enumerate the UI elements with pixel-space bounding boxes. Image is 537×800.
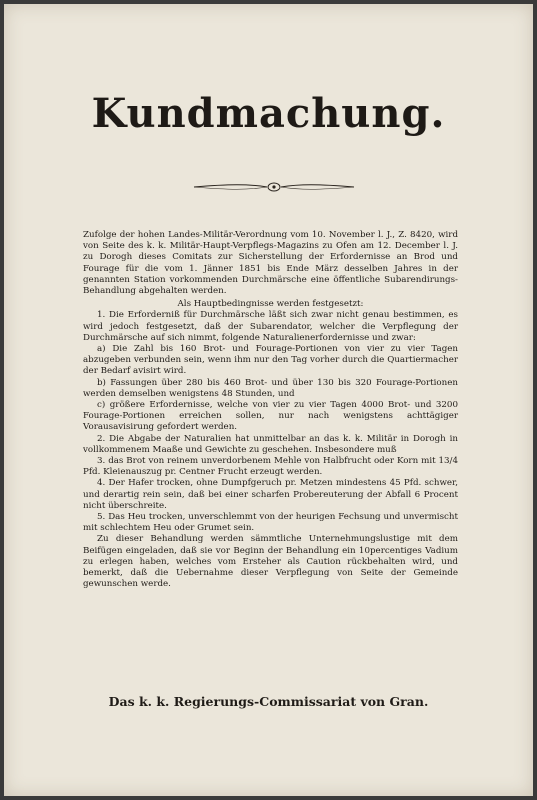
condition-1c: c) größere Erfordernisse, welche von vier zu vier Tagen 4000 Brot- und 3200 Fourage-Portionen erreichen sollen, nur nach wenigstens achttägiger Vorausavisirung gefordert werden. bbox=[83, 400, 458, 433]
condition-1b: b) Fassungen über 280 bis 460 Brot- und über 130 bis 320 Fourage-Portionen werden demselben wenigstens 48 Stunden, und bbox=[83, 377, 458, 399]
conditions-heading: Als Hauptbedingnisse werden festgesetzt: bbox=[177, 299, 364, 310]
condition-5: 5. Das Heu trocken, unverschlemmt von der heurigen Fechsung und unvermischt mit schlechtem Heu oder Grumet sein. bbox=[83, 512, 458, 534]
notice-body bbox=[83, 230, 458, 591]
condition-1a: a) Die Zahl bis 160 Brot- und Fourage-Portionen von vier zu vier Tagen abzugeben verbunden sein, wenn ihm nur den Tag vorher durch die Quartiermacher der Bedarf avisirt wird. bbox=[83, 344, 458, 377]
condition-4: 4. Der Hafer trocken, ohne Dumpfgeruch pr. Metzen mindestens 45 Pfd. schwer, und derartig rein sein, daß bei einer scharfen Probereuterung der Abfall 6 Procent nicht überschreite. bbox=[83, 478, 458, 511]
intro-paragraph: Zufolge der hohen Landes-Militär-Verordnung vom 10. November l. J., Z. 8420, wird von Seite des k. k. Militär-Haupt-Verpflegs-Magazins zu Ofen am 12. December l. J. zu Dorogh dieses Comitats zur Sicherstellung der Erfordernisse an Brod und Fourage für die vom 1. Jänner 1851 bis Ende März desselben Jahres in der genannten Station vorkommenden Durchmärsche eine öffentliche Subarendirungs-Behandlung abgehalten werden. bbox=[83, 230, 458, 297]
invitation-paragraph: Zu dieser Behandlung werden sämmtliche Unternehmungslustige mit dem Beifügen eingeladen, daß sie vor Beginn der Behandlung ein 10percentiges Vadium zu erlegen haben, welches vom Ersteher als Caution rückbehalten wird, und bemerkt, daß die Uebernahme dieser Verpflegung von Seite der Gemeinde gewunschen werde. bbox=[83, 534, 458, 590]
condition-3: 3. das Brot von reinem unverdorbenem Mehle von Halbfrucht oder Korn mit 13/4 Pfd. Kleienauszug pr. Centner Frucht erzeugt werden. bbox=[83, 456, 458, 478]
condition-1: 1. Die Erforderniß für Durchmärsche läßt sich zwar nicht genau bestimmen, es wird jedoch festgesetzt, daß der Subarendator, welcher die Verpflegung der Durchmärsche auf sich nimmt, folgende Naturalienerfordernisse und zwar: bbox=[83, 310, 458, 343]
signature-line: Das k. k. Regierungs-Commissariat von Gran. bbox=[108, 694, 429, 709]
page-title: Kundmachung. bbox=[91, 90, 446, 137]
condition-2: 2. Die Abgabe der Naturalien hat unmittelbar an das k. k. Militär in Dorogh in vollkommenem Maaße und Gewichte zu geschehen. Insbesondere muß bbox=[83, 433, 458, 455]
ornament-divider bbox=[189, 180, 359, 194]
poster-sheet bbox=[4, 4, 533, 796]
